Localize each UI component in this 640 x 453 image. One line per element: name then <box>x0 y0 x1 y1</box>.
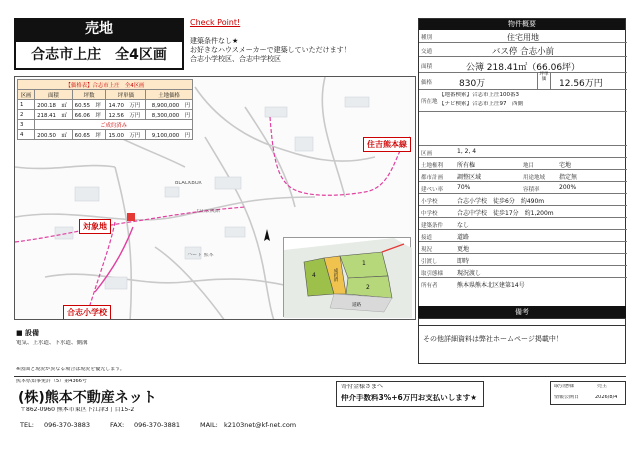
check-point-heading: Check Point! <box>190 18 241 27</box>
remarks-box <box>418 318 626 364</box>
land-type-value: 宅地 <box>559 162 572 169</box>
field-label: 坪単価 <box>537 73 551 89</box>
owner-value: 熊本県熊本北区建第14号 <box>457 282 525 289</box>
price-table-heading: 【価格表】合志市上庄 全4区画 <box>18 80 193 90</box>
field-label: 面積 <box>421 64 433 70</box>
status-value: 更地 <box>457 246 470 253</box>
junior-school-value: 合志中学校 徒歩17分 約1,200m <box>457 210 554 217</box>
lot-label: 1 <box>362 260 366 267</box>
tel-label: TEL: <box>20 422 34 429</box>
lot-value: 1, 2, 4 <box>457 148 477 155</box>
field-label: 容積率 <box>523 187 540 193</box>
column-header: 坪単価 <box>106 90 146 100</box>
sold-label: ご成約済み <box>35 120 193 130</box>
company-address: 〒862-0960 熊本市東区下江津3丁目15-2 <box>20 407 135 413</box>
lot-area: 200.18 ㎡ <box>35 100 73 110</box>
fee-text: 仲介手数料3%+6万円お支払いします★ <box>341 394 477 402</box>
trade-label: 取引態様 <box>554 384 575 389</box>
zoning-value: 調整区域 <box>457 174 482 181</box>
lot-number: 4 <box>18 130 35 140</box>
footer <box>14 376 626 434</box>
coverage-value: 70% <box>457 184 471 191</box>
lot-unit-price: 14.70 万円 <box>106 100 146 110</box>
facilities-text: 電気、上水道、下水道、側溝 <box>16 340 88 346</box>
agent-value: 現況渡し <box>457 270 482 277</box>
lot-plan-inset <box>283 237 411 317</box>
lot-sold-label: 成約済 <box>333 268 338 282</box>
column-header: 区画 <box>18 90 35 100</box>
lot-tsubo: 60.55 坪 <box>72 100 106 110</box>
conditions-value: なし <box>457 222 470 229</box>
field-label: 建築条件 <box>421 223 444 229</box>
check-line: 合志小学校区、合志中学校区 <box>190 55 281 63</box>
lot-price: 8,900,000 円 <box>146 100 193 110</box>
handover-value: 即時 <box>457 258 470 265</box>
date-value: 2026/8/4 <box>595 395 618 400</box>
lot-price: 9,100,000 円 <box>146 130 193 140</box>
facilities-heading: ■ 設備 <box>16 329 40 337</box>
land-right-value: 所有権 <box>457 162 476 169</box>
check-line: 建築条件なし★ <box>190 37 239 45</box>
table-row <box>18 110 193 120</box>
area-map[interactable] <box>14 76 416 320</box>
field-label: 都市計画 <box>421 175 444 181</box>
field-label: 価格 <box>421 80 433 86</box>
trade-info-box <box>550 381 626 405</box>
table-row <box>18 100 193 110</box>
lot-number: 3 <box>18 120 35 130</box>
field-label: 中学校 <box>421 211 438 217</box>
access-value: バス停 合志小前 <box>491 47 555 57</box>
company-name: (株)熊本不動産ネット <box>18 390 157 406</box>
price-table <box>17 79 193 140</box>
field-label: 土地権利 <box>421 163 444 169</box>
field-label: 建ぺい率 <box>421 187 444 193</box>
landmark-label: 上庄公民館 <box>195 209 221 214</box>
lot-label: 2 <box>366 284 370 291</box>
column-header: 土地価格 <box>146 90 193 100</box>
lot-number: 1 <box>18 100 35 110</box>
mail-link[interactable]: k2103net@kf-net.com <box>224 422 297 429</box>
field-label: 用途地域 <box>523 175 546 181</box>
tel-value[interactable]: 096-370-3883 <box>44 422 91 429</box>
field-label: 接道 <box>421 235 433 241</box>
fee-box <box>336 381 484 407</box>
lot-unit-price: 15.00 万円 <box>106 130 146 140</box>
far-value: 200% <box>559 184 577 191</box>
date-label: 情報公開日 <box>554 395 580 400</box>
school-label: 合志小学校 <box>63 305 111 320</box>
field-label: 現況 <box>421 247 433 253</box>
lot-tsubo: 66.06 坪 <box>72 110 106 120</box>
landmark-label: ハート 熊本 <box>187 253 214 258</box>
mail-label: MAIL: <box>200 422 218 429</box>
license: 熊本県知事免許（5）第4366号 <box>16 379 87 384</box>
field-label: 小学校 <box>421 199 438 205</box>
trade-value: 売主 <box>597 384 608 389</box>
page-title: 合志市上庄 全4区画 <box>14 40 184 70</box>
lot-area: 200.50 ㎡ <box>35 130 73 140</box>
lot-number: 2 <box>18 110 35 120</box>
spacer-row <box>419 112 627 146</box>
field-label: 区画 <box>421 151 433 157</box>
property-heading: 物件概要 <box>419 19 625 30</box>
elementary-school-value: 合志小学校 徒歩6分 約490m <box>457 198 545 205</box>
remarks-heading: 備考 <box>418 306 626 318</box>
road-label: 道路 <box>352 303 361 308</box>
fee-heading: 寄付金様さまへ <box>341 384 384 390</box>
remarks-text: その他詳細資料は弊社ホームページ掲載中！ <box>423 335 563 343</box>
field-label: 所有者 <box>421 283 438 289</box>
unit-price-value: 12.56万円 <box>559 79 603 89</box>
field-label: 種別 <box>421 35 433 41</box>
column-header: 坪数 <box>72 90 106 100</box>
disclaimer: ※図面と現況が異なる場合は現況を優先します。 <box>16 367 125 372</box>
target-site-label: 対象地 <box>79 219 111 234</box>
lot-tsubo: 60.65 坪 <box>72 130 106 140</box>
table-row <box>18 120 193 130</box>
station-label: 住吉熊本線 <box>363 137 411 152</box>
lot-label: 4 <box>312 272 316 279</box>
field-label: 引渡し <box>421 259 438 265</box>
area-value: 公簿 218.41㎡（66.06坪） <box>465 63 581 73</box>
listing-type-badge: 売地 <box>14 18 184 40</box>
lot-plan-drawing <box>284 238 412 318</box>
address-line: 【ナビ検索】合志市上庄97 西側 <box>439 101 523 107</box>
field-label: 所在地 <box>421 99 438 105</box>
landmark-label: BLACKBOX <box>175 181 202 186</box>
price-value: 830万 <box>459 79 486 89</box>
column-header: 面積 <box>35 90 73 100</box>
lot-price: 8,300,000 円 <box>146 110 193 120</box>
field-label: 取引態様 <box>421 271 444 277</box>
fax-value: 096-370-3881 <box>134 422 181 429</box>
table-row <box>18 130 193 140</box>
field-label: 交通 <box>421 49 433 55</box>
property-summary-panel <box>418 18 626 326</box>
use-district-value: 指定無 <box>559 174 578 181</box>
check-line: お好きなハウスメーカーで建築していただけます！ <box>190 46 351 54</box>
lot-area: 218.41 ㎡ <box>35 110 73 120</box>
fax-label: FAX: <box>110 422 125 429</box>
category-value: 住宅用地 <box>507 33 539 42</box>
field-label: 地目 <box>523 163 535 169</box>
address-line: 【地番検索】合志市上庄100番3 <box>439 92 519 98</box>
road-value: 道路 <box>457 234 470 241</box>
lot-unit-price: 12.56 万円 <box>106 110 146 120</box>
